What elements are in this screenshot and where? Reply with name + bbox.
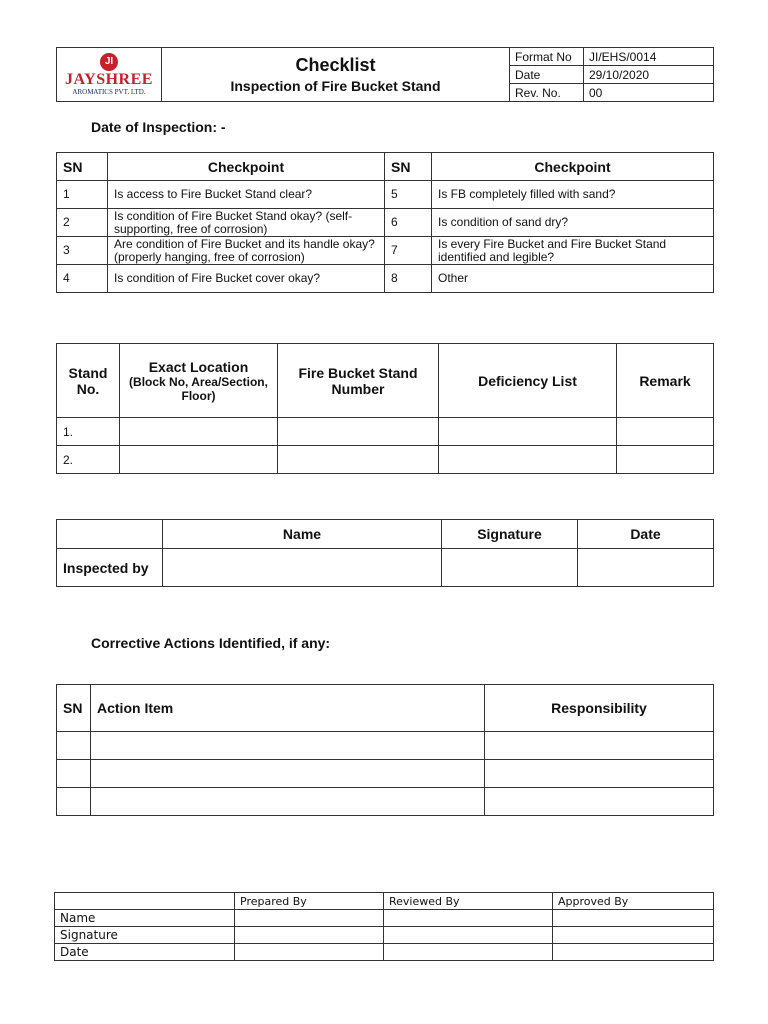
table-cell: Are condition of Fire Bucket and its handle okay? (properly hanging, free of corrosion) (108, 237, 385, 265)
location-subheader: (Block No, Area/Section, Floor) (129, 374, 268, 403)
table-row (57, 237, 714, 265)
action-cell[interactable] (91, 732, 485, 760)
signoff-table (54, 892, 714, 961)
stand-number-cell[interactable] (278, 418, 439, 446)
sn-cell[interactable] (57, 788, 91, 816)
location-header: Exact Location (148, 358, 249, 375)
approved-date-cell[interactable] (553, 944, 714, 961)
table-row (57, 209, 714, 237)
name-cell[interactable] (163, 549, 442, 587)
column-header: SN (385, 153, 432, 181)
corrective-actions-table (56, 684, 714, 816)
logo-sub: AROMATICS PVT. LTD. (72, 87, 146, 96)
column-header: Remark (617, 344, 714, 418)
column-header: Responsibility (485, 685, 714, 732)
prepared-signature-cell[interactable] (235, 927, 384, 944)
deficiency-cell[interactable] (439, 446, 617, 474)
approved-name-cell[interactable] (553, 910, 714, 927)
meta-key: Rev. No. (510, 84, 584, 102)
reviewed-signature-cell[interactable] (384, 927, 553, 944)
column-header: SN (57, 153, 108, 181)
responsibility-cell[interactable] (485, 760, 714, 788)
title-cell (162, 48, 510, 102)
table-cell: 5 (385, 181, 432, 209)
table-cell: 4 (57, 265, 108, 293)
row-label: Signature (55, 927, 235, 944)
company-logo (65, 53, 153, 96)
reviewed-name-cell[interactable] (384, 910, 553, 927)
column-header: Date (578, 520, 714, 549)
column-header: SN (57, 685, 91, 732)
table-cell: 7 (385, 237, 432, 265)
column-header: Checkpoint (108, 153, 385, 181)
row-label: Name (55, 910, 235, 927)
column-header (120, 344, 278, 418)
row-label: Date (55, 944, 235, 961)
meta-key: Format No (510, 48, 584, 66)
table-row (55, 944, 714, 961)
meta-key: Date (510, 66, 584, 84)
date-of-inspection-label: Date of Inspection: - (91, 119, 226, 135)
column-header: Deficiency List (439, 344, 617, 418)
blank-header (57, 520, 163, 549)
logo-mark-icon: JI (100, 53, 118, 71)
remark-cell[interactable] (617, 446, 714, 474)
row-number: 1. (57, 418, 120, 446)
table-cell: 8 (385, 265, 432, 293)
table-cell: Is FB completely filled with sand? (432, 181, 714, 209)
page-title: Checklist (295, 55, 376, 75)
column-header: Prepared By (235, 893, 384, 910)
table-row (57, 418, 714, 446)
row-number: 2. (57, 446, 120, 474)
table-row (57, 446, 714, 474)
table-cell: Is condition of sand dry? (432, 209, 714, 237)
table-cell: Is access to Fire Bucket Stand clear? (108, 181, 385, 209)
column-header: Fire Bucket Stand Number (278, 344, 439, 418)
sn-cell[interactable] (57, 760, 91, 788)
column-header: Checkpoint (432, 153, 714, 181)
table-cell: Is every Fire Bucket and Fire Bucket Stand identified and legible? (432, 237, 714, 265)
page-subtitle: Inspection of Fire Bucket Stand (230, 78, 441, 94)
remark-cell[interactable] (617, 418, 714, 446)
action-cell[interactable] (91, 760, 485, 788)
table-row (55, 927, 714, 944)
logo-cell (57, 48, 162, 102)
table-cell: Is condition of Fire Bucket Stand okay? (self-supporting, free of corrosion) (108, 209, 385, 237)
reviewed-date-cell[interactable] (384, 944, 553, 961)
table-row (57, 181, 714, 209)
column-header: Reviewed By (384, 893, 553, 910)
stand-table (56, 343, 714, 474)
table-row (57, 788, 714, 816)
corrective-actions-label: Corrective Actions Identified, if any: (91, 635, 331, 651)
blank-header (55, 893, 235, 910)
prepared-date-cell[interactable] (235, 944, 384, 961)
approved-signature-cell[interactable] (553, 927, 714, 944)
signature-cell[interactable] (442, 549, 578, 587)
table-row (55, 910, 714, 927)
table-cell: 6 (385, 209, 432, 237)
responsibility-cell[interactable] (485, 732, 714, 760)
meta-value: 29/10/2020 (584, 66, 714, 84)
inspected-by-table (56, 519, 714, 587)
checkpoint-table (56, 152, 714, 293)
sn-cell[interactable] (57, 732, 91, 760)
document-header (56, 47, 714, 102)
table-row (57, 760, 714, 788)
prepared-name-cell[interactable] (235, 910, 384, 927)
location-cell[interactable] (120, 446, 278, 474)
action-cell[interactable] (91, 788, 485, 816)
table-row (57, 549, 714, 587)
stand-number-cell[interactable] (278, 446, 439, 474)
logo-name: JAYSHREE (65, 70, 153, 88)
column-header: Signature (442, 520, 578, 549)
column-header: Stand No. (57, 344, 120, 418)
deficiency-cell[interactable] (439, 418, 617, 446)
column-header: Action Item (91, 685, 485, 732)
meta-value: JI/EHS/0014 (584, 48, 714, 66)
meta-value: 00 (584, 84, 714, 102)
table-cell: 3 (57, 237, 108, 265)
column-header: Name (163, 520, 442, 549)
table-cell: Other (432, 265, 714, 293)
responsibility-cell[interactable] (485, 788, 714, 816)
table-row (57, 265, 714, 293)
column-header: Approved By (553, 893, 714, 910)
table-row (57, 732, 714, 760)
table-cell: 2 (57, 209, 108, 237)
row-label: Inspected by (57, 549, 163, 587)
date-cell[interactable] (578, 549, 714, 587)
table-cell: 1 (57, 181, 108, 209)
table-cell: Is condition of Fire Bucket cover okay? (108, 265, 385, 293)
location-cell[interactable] (120, 418, 278, 446)
